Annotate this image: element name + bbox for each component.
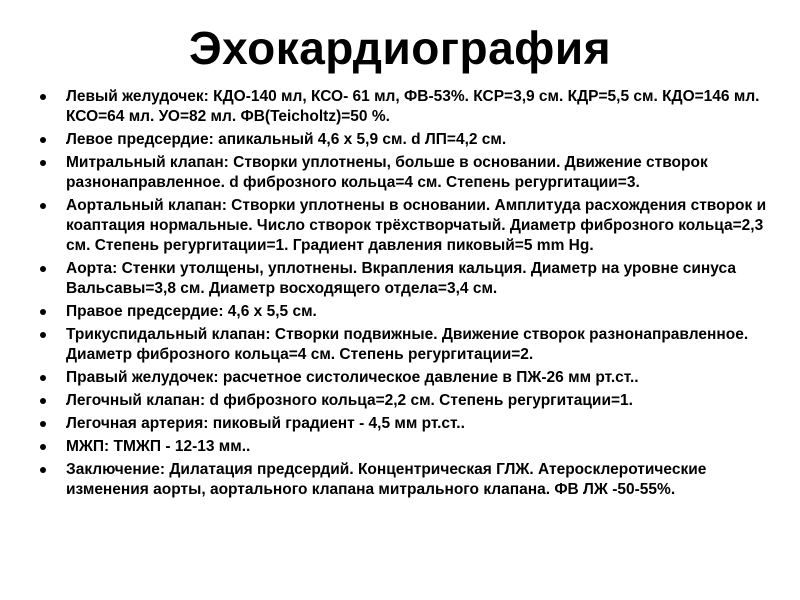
bullet-text: Левый желудочек: КДО-140 мл, КСО- 61 мл, ФВ-53%. КСР=3,9 см. КДР=5,5 см. КДО=146 мл. КСО=64 мл. УО=82 мл. ФВ(Teicholtz)=50 %. <box>66 88 760 125</box>
bullet-item-rv <box>40 368 790 388</box>
bullet-icon <box>40 203 46 209</box>
bullet-icon <box>40 94 46 100</box>
bullet-text: Легочная артерия: пиковый градиент - 4,5 мм рт.ст.. <box>66 415 465 432</box>
bullet-item-la <box>40 130 790 150</box>
bullet-text: Трикуспидальный клапан: Створки подвижные. Движение створок разнонаправленное. Диаметр фиброзного кольца=4 см. Степень регургитации=2. <box>66 326 749 363</box>
bullet-item-conclusion <box>40 460 790 500</box>
bullet-icon <box>40 309 46 315</box>
bullet-icon <box>40 467 46 473</box>
bullet-text: Легочный клапан: d фиброзного кольца=2,2 см. Степень регургитации=1. <box>66 392 633 409</box>
bullet-text: Аортальный клапан: Створки уплотнены в основании. Амплитуда расхождения створок и коаптация нормальные. Число створок трёхстворчатый. Диаметр фиброзного кольца=2,3 см. Степень регургитации=1. Градиент давления пиковый=5 mm Hg. <box>66 197 767 254</box>
bullet-item-aortic-valve <box>40 196 790 256</box>
bullet-icon <box>40 444 46 450</box>
bullet-item-tricuspid <box>40 325 790 365</box>
bullet-item-ra <box>40 302 790 322</box>
bullet-icon <box>40 421 46 427</box>
bullet-text: Заключение: Дилатация предсердий. Концентрическая ГЛЖ. Атеросклеротические изменения аорты, аортального клапана митрального клапана. ФВ ЛЖ -50-55%. <box>66 461 707 498</box>
bullet-text: Левое предсердие: апикальный 4,6 х 5,9 см. d ЛП=4,2 см. <box>66 131 507 148</box>
bullet-icon <box>40 375 46 381</box>
bullet-item-pulmonary-valve <box>40 391 790 411</box>
bullet-icon <box>40 398 46 404</box>
bullet-item-mitral <box>40 153 790 193</box>
bullet-text: Правый желудочек: расчетное систолическое давление в ПЖ-26 мм рт.ст.. <box>66 369 639 386</box>
bullet-text: Митральный клапан: Створки уплотнены, больше в основании. Движение створок разнонаправленное. d фиброзного кольца=4 см. Степень регургитации=3. <box>66 154 708 191</box>
bullet-icon <box>40 266 46 272</box>
bullet-item-pulmonary-artery <box>40 414 790 434</box>
slide-title: Эхокардиография <box>188 22 612 74</box>
bullet-icon <box>40 137 46 143</box>
bullet-text: Правое предсердие: 4,6 х 5,5 см. <box>66 303 317 320</box>
bullet-icon <box>40 332 46 338</box>
bullet-text: Аорта: Стенки утолщены, уплотнены. Вкрапления кальция. Диаметр на уровне синуса Вальсавы=3,8 см. Диаметр восходящего отдела=3,4 см. <box>66 260 736 297</box>
bullet-text: МЖП: ТМЖП - 12-13 мм.. <box>66 438 251 455</box>
bullet-item-aorta <box>40 259 790 299</box>
bullet-item-lv <box>40 87 790 127</box>
bullet-icon <box>40 160 46 166</box>
bullet-list <box>40 87 790 503</box>
bullet-item-ivs <box>40 437 790 457</box>
